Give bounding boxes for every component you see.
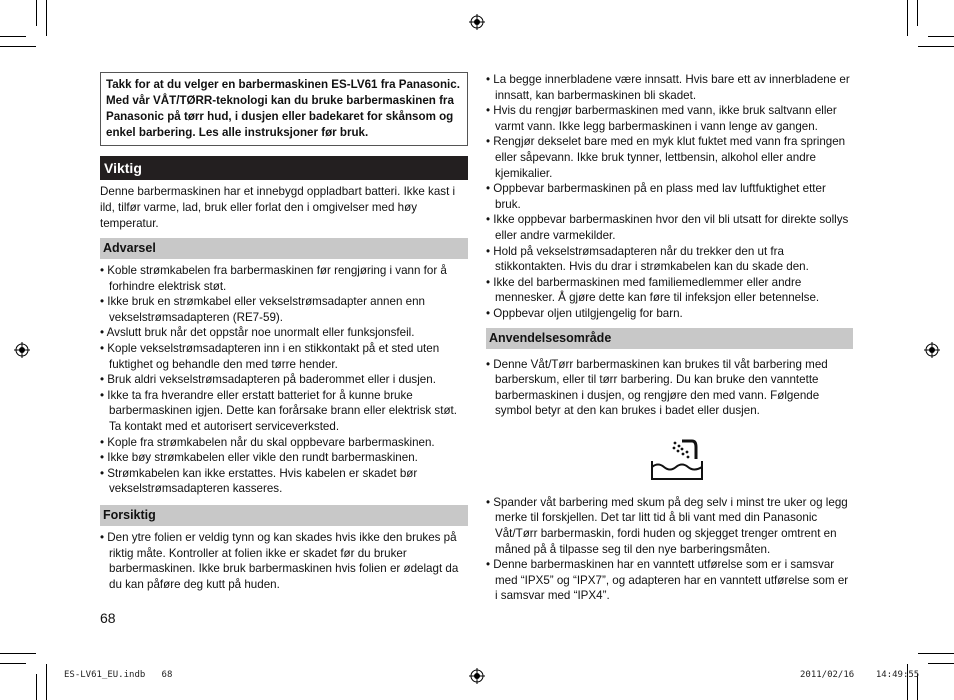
list-item: • Hvis du rengjør barbermaskinen med vann, ikke bruk saltvann eller varmt vann. Ikke legg barbermaskinen i vann lenge av gangen. <box>486 103 853 134</box>
care-list <box>486 72 853 322</box>
crop-mark <box>36 674 37 700</box>
forsiktig-list <box>100 530 468 592</box>
crop-mark <box>928 663 954 664</box>
crop-mark <box>0 46 36 47</box>
footer-timestamp <box>800 670 919 680</box>
registration-mark-icon <box>924 342 940 358</box>
left-column <box>100 72 468 598</box>
crop-mark <box>917 0 918 26</box>
anvendelse-list-2 <box>486 495 853 604</box>
list-item: • Den ytre folien er veldig tynn og kan skades hvis ikke den brukes på riktig måte. Kontroller at folien ikke er skadet før du bruker barbermaskinen. Ikke bruk barbermaskinen hvis folien er ødelagt da du kan påføre deg kutt på huden. <box>100 530 468 592</box>
list-item: • Oppbevar oljen utilgjengelig for barn. <box>486 306 853 322</box>
shower-bath-icon <box>648 437 706 483</box>
crop-mark <box>0 653 36 654</box>
list-item: • Kople fra strømkabelen når du skal oppbevare barbermaskinen. <box>100 435 468 451</box>
right-column <box>486 72 853 610</box>
list-item: • Hold på vekselstrømsadapteren når du trekker den ut fra stikkontakten. Hvis du drar i strømkabelen kan du skade den. <box>486 244 853 275</box>
list-item: • Ikke ta fra hverandre eller erstatt batteriet for å kunne bruke barbermaskinen igjen. Dette kan forårsake brann eller elektrisk støt. Ta kontakt med et autorisert serviceverksted. <box>100 388 468 435</box>
list-item: • Kople vekselstrømsadapteren inn i en stikkontakt på et sted uten fuktighet og behandle den med tørre hender. <box>100 341 468 372</box>
list-item: • Rengjør dekselet bare med en myk klut fuktet med vann fra springen eller såpevann. Ikke bruk tynner, lettbensin, alkohol eller andre kjemikalier. <box>486 134 853 181</box>
list-item: • Denne Våt/Tørr barbermaskinen kan brukes til våt barbering med barberskum, eller til tørr barbering. Du kan bruke den vanntette barbermaskinen i dusjen, og rengjøre den med vann. Følgende symbol betyr at den kan brukes i badet eller dusjen. <box>486 357 853 419</box>
list-item: • La begge innerbladene være innsatt. Hvis bare ett av innerbladene er innsatt, kan barbermaskinen bli skadet. <box>486 72 853 103</box>
crop-mark <box>918 653 954 654</box>
list-item: • Ikke del barbermaskinen med familiemedlemmer eller andre mennesker. Å gjøre dette kan føre til infeksjon eller betennelse. <box>486 275 853 306</box>
intro-box: Takk for at du velger en barbermaskinen ES-LV61 fra Panasonic. Med vår VÅT/TØRR-teknologi kan du bruke barbermaskinen fra Panasonic på tørr hud, i dusjen eller badekaret for skånsom og enkel barbering. Les alle instruksjoner før bruk. <box>100 72 468 146</box>
crop-mark <box>36 0 37 26</box>
crop-mark <box>918 46 954 47</box>
crop-mark <box>928 36 954 37</box>
advarsel-list <box>100 263 468 497</box>
list-item: • Ikke oppbevar barbermaskinen hvor den vil bli utsatt for direkte sollys eller andre varmekilder. <box>486 212 853 243</box>
crop-mark <box>0 663 26 664</box>
crop-mark <box>46 0 47 36</box>
page-number: 68 <box>100 610 116 626</box>
list-item: • Ikke bruk en strømkabel eller vekselstrømsadapter annen enn vekselstrømsadapteren (RE7-59). <box>100 294 468 325</box>
list-item: • Denne barbermaskinen har en vanntett utførelse som er i samsvar med “IPX5” og “IPX7”, og adapteren har en vanntett utførelse som er i samsvar med “IPX4”. <box>486 557 853 604</box>
crop-mark <box>46 664 47 700</box>
list-item: • Strømkabelen kan ikke erstattes. Hvis kabelen er skadet bør vekselstrømsadapteren kasseres. <box>100 466 468 497</box>
list-item: • Avslutt bruk når det oppstår noe unormalt eller funksjonsfeil. <box>100 325 468 341</box>
viktig-text: Denne barbermaskinen har et innebygd oppladbart batteri. Ikke kast i ild, tilfør varme, lad, bruk eller forlat den i omgivelser med høy temperatur. <box>100 185 456 230</box>
registration-mark-icon <box>469 14 485 30</box>
section-heading-forsiktig: Forsiktig <box>100 505 468 526</box>
footer-file <box>64 670 172 680</box>
anvendelse-list-1 <box>486 357 853 419</box>
registration-mark-icon <box>469 668 485 684</box>
section-heading-anvendelsesomrade: Anvendelsesområde <box>486 328 853 349</box>
shower-symbol-area <box>486 425 853 495</box>
footer-time: 14:49:55 <box>875 670 920 680</box>
footer-filename: ES-LV61_EU.indb <box>64 670 146 680</box>
registration-mark-icon <box>14 342 30 358</box>
footer-date: 2011/02/16 <box>800 670 855 680</box>
crop-mark <box>907 0 908 36</box>
crop-mark <box>0 36 26 37</box>
list-item: • Koble strømkabelen fra barbermaskinen før rengjøring i vann for å forhindre elektrisk støt. <box>100 263 468 294</box>
list-item: • Spander våt barbering med skum på deg selv i minst tre uker og legg merke til forskjellen. Det tar litt tid å bli vant med din Panasonic Våt/Tørr barbermaskin, fordi huden og skjegget trenger omtrent en måned på å tilpasse seg til den nye barberingsmåten. <box>486 495 853 557</box>
section-heading-viktig: Viktig <box>100 156 468 180</box>
list-item: • Ikke bøy strømkabelen eller vikle den rundt barbermaskinen. <box>100 450 468 466</box>
list-item: • Bruk aldri vekselstrømsadapteren på baderommet eller i dusjen. <box>100 372 468 388</box>
footer-file-page: 68 <box>161 670 173 680</box>
section-heading-advarsel: Advarsel <box>100 238 468 259</box>
list-item: • Oppbevar barbermaskinen på en plass med lav luftfuktighet etter bruk. <box>486 181 853 212</box>
